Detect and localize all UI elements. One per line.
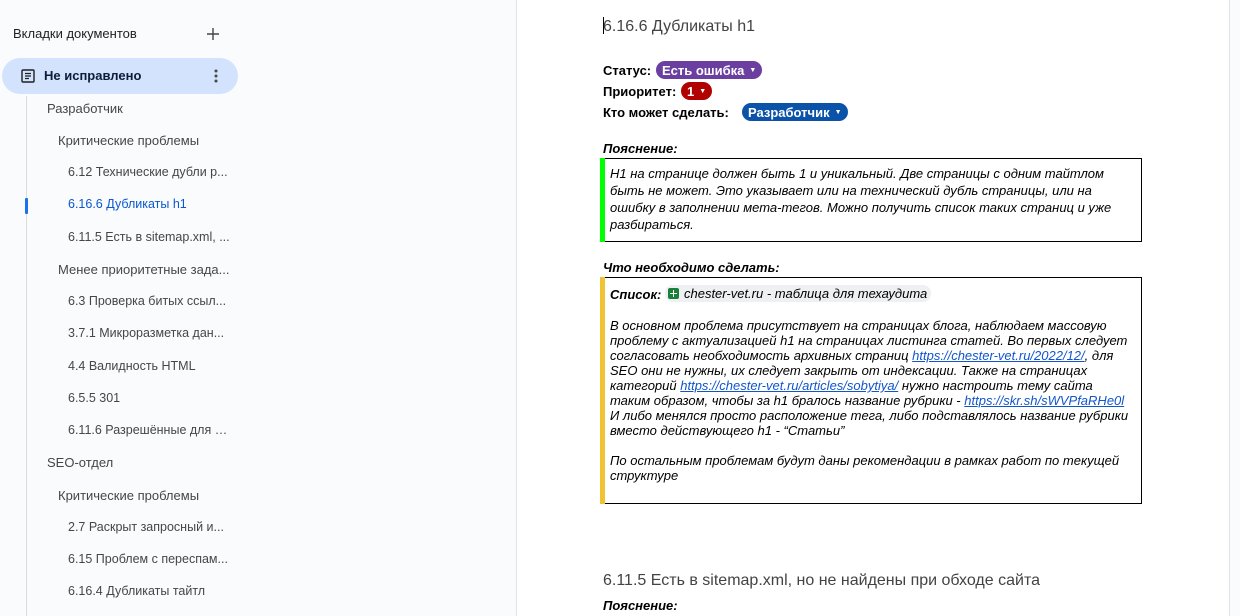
outline-item[interactable]: Разработчик	[47, 101, 123, 116]
priority-chip[interactable]	[681, 82, 712, 100]
who-chip-label: Разработчик	[748, 104, 830, 120]
explanation-title: Пояснение:	[603, 141, 678, 156]
plus-icon	[207, 28, 219, 40]
outline-item[interactable]: 4.4 Валидность HTML	[68, 359, 196, 373]
outline-item[interactable]: 3.7.1 Микроразметка дан...	[68, 326, 225, 340]
screenshot-link[interactable]: https://skr.sh/sWVPfaRHe0l	[964, 393, 1125, 408]
outline-item[interactable]: Критические проблемы	[58, 133, 200, 148]
who-chip[interactable]	[742, 103, 848, 121]
outline-item[interactable]: 6.12 Технические дубли р...	[68, 165, 228, 179]
outline-item[interactable]: 2.7 Раскрыт запросный и...	[68, 520, 224, 534]
outline-item[interactable]: Критические проблемы	[58, 488, 200, 503]
explanation-title: Пояснение:	[603, 598, 678, 613]
caret-down-icon: ▼	[834, 108, 842, 116]
priority-label: Приоритет:	[603, 84, 677, 99]
todo-title: Что необходимо сделать:	[603, 260, 780, 275]
section-heading[interactable]: 6.11.5 Есть в sitemap.xml, но не найдены при обходе сайта	[603, 572, 1040, 589]
todo-box[interactable]	[600, 277, 1142, 504]
canvas-gutter	[1230, 0, 1240, 616]
category-link[interactable]: https://chester-vet.ru/articles/sobytiya/	[680, 378, 899, 393]
tab-active[interactable]	[2, 58, 238, 94]
outline-item[interactable]: 6.15 Проблем с переспам...	[68, 552, 228, 566]
todo-paragraph-3: По остальным проблемам будут даны рекомендации в рамках работ по текущей структуре	[610, 453, 1120, 483]
todo-paragraph-2: И либо менялся просто расположение тега, либо подставлялось название рубрики вместо действующего h1 - “Статьи”	[610, 408, 1129, 438]
list-label: Список:	[610, 287, 662, 302]
who-label: Кто может сделать:	[603, 105, 729, 120]
explanation-text: H1 на странице должен быть 1 и уникальный. Две страницы с одним тайтлом быть не может. Это указывает или на технический дубль страницы, или на ошибку в заполнении мета-тегов. Можно получить список таких страниц и уже разбираться.	[610, 166, 1112, 232]
todo-paragraph-1c: нужно настроить тему сайта таким образом, чтобы за h1 бралось название рубрики -	[610, 378, 1093, 408]
outline-item[interactable]: 6.11.5 Есть в sitemap.xml, ...	[68, 230, 230, 244]
sheets-file-chip-label: chester-vet.ru - таблица для техаудита	[683, 286, 928, 301]
google-sheets-icon	[668, 288, 679, 299]
todo-content	[610, 285, 1133, 483]
status-chip[interactable]	[656, 61, 762, 79]
outline-item[interactable]: 6.11.6 Разрешённые для и...	[68, 423, 232, 437]
sidebar-header	[13, 26, 233, 42]
more-vert-icon	[214, 69, 218, 83]
outline-item-current[interactable]: 6.16.6 Дубликаты h1	[68, 197, 187, 211]
outline-tree-line	[26, 96, 27, 616]
tab-options-button[interactable]	[206, 66, 226, 86]
add-tab-button[interactable]	[203, 24, 223, 44]
todo-paragraph-1b: , для SEO они не нужны, их следует закрыть от индексации. Также на страницах категорий	[610, 348, 1114, 393]
sidebar-header-title: Вкладки документов	[13, 26, 137, 41]
outline-item[interactable]: 6.3 Проверка битых ссыл...	[68, 294, 227, 308]
caret-down-icon: ▼	[699, 87, 707, 95]
outline-item[interactable]: SEO-отдел	[47, 455, 114, 470]
explanation-box[interactable]	[600, 158, 1142, 242]
archive-link[interactable]: https://chester-vet.ru/2022/12/	[912, 348, 1085, 363]
priority-chip-label: 1	[687, 83, 695, 99]
status-label: Статус:	[603, 63, 652, 78]
document-icon	[20, 68, 36, 84]
outline-item[interactable]: 6.5.5 301	[68, 391, 121, 405]
outline-current-marker	[25, 198, 28, 214]
status-chip-label: Есть ошибка	[662, 62, 745, 78]
todo-paragraph-1a: В основном проблема присутствует на страницах блога, наблюдаем массовую проблему с актуализацией h1 на страницах листинга статей. Во первых следует согласовать необходимость архивных страниц	[610, 318, 1128, 363]
outline-item[interactable]: 6.16.4 Дубликаты тайтл	[68, 584, 206, 598]
document-tabs-sidebar	[0, 0, 247, 616]
todo-accent-bar	[600, 277, 605, 504]
sheets-file-chip[interactable]	[665, 285, 931, 302]
outline-item[interactable]: Менее приоритетные зада...	[58, 262, 230, 277]
active-tab-label: Не исправлено	[44, 68, 142, 83]
section-heading[interactable]	[603, 17, 755, 36]
section-heading-text: 6.16.6 Дубликаты h1	[603, 18, 755, 35]
caret-down-icon: ▼	[749, 66, 757, 74]
explanation-accent-bar	[600, 158, 605, 242]
